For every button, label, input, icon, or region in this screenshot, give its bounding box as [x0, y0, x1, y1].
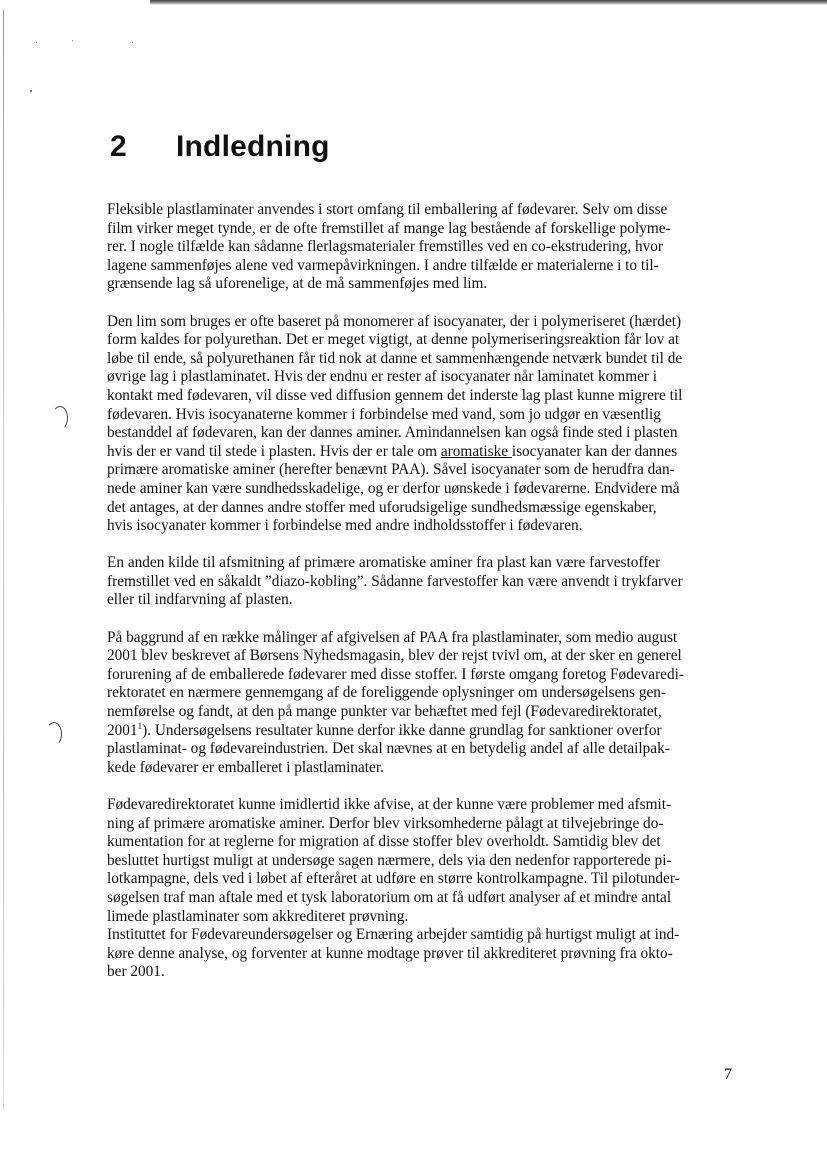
scan-edge-top [150, 0, 827, 5]
text-line: primære aromatiske aminer (herefter benævnt PAA). Såvel isocyanater som de herudfra dan- [107, 461, 675, 479]
reference-superscript: 1 [137, 720, 143, 731]
text-line-end: ). Undersøgelsens resultater kunne derfor ikke danne grundlag for sanktioner overfor [142, 721, 662, 739]
text-line: løbe til ende, så polyurethanen får tid nok at danne et sammenhængende netværk bundet til de [107, 349, 683, 367]
text-line: Fødevaredirektoratet kunne imidlertid ikke afvise, at der kunne være problemer med afsmit- [107, 796, 672, 813]
page-number: 7 [724, 1066, 732, 1083]
scan-speck [132, 42, 133, 43]
paragraph-2-continued [107, 443, 739, 536]
paragraph-3 [107, 554, 739, 610]
chapter-number: 2 [110, 130, 127, 163]
text-line: forurening af de emballerede fødevarer med disse stoffer. I første omgang foretog Fødevaredi- [107, 665, 684, 683]
body-text [107, 201, 739, 982]
text-line: besluttet hurtigst muligt at undersøge sagen nærmere, dels via den nedenfor rapporterede pi- [107, 851, 672, 869]
chapter-heading [110, 130, 330, 164]
text-line: Instituttet for Fødevareundersøgelser og Ernæring arbejder samtidig på hurtigst muligt at ind- [107, 926, 680, 944]
scan-speck [36, 42, 37, 43]
binder-hole-mark [46, 722, 62, 746]
text-line: lagene sammenføjes alene ved varmepåvirkningen. I andre tilfælde er materialerne i to til- [107, 256, 659, 274]
paragraph-5 [107, 796, 739, 926]
text-line: grænsende lag så uforenelige, at de må sammenføjes med lim. [107, 275, 488, 293]
text-line-start: hvis der er vand til stede i plasten. Hvis der er tale om [107, 442, 441, 460]
paragraph-4 [107, 629, 739, 722]
text-line: søgelsen traf man aftale med et tysk laboratorium om at få udført analyser af et mindre antal [107, 888, 672, 906]
paragraph-4-continued [107, 722, 739, 778]
text-line: hvis isocyanater kommer i forbindelse med andre indholdsstoffer i fødevaren. [107, 517, 583, 535]
scan-edge-left [3, 10, 4, 1110]
paragraph-2 [107, 313, 739, 443]
text-line: plastlaminat- og fødevareindustrien. Det skal nævnes at en betydelig andel af alle detailpak- [107, 740, 670, 758]
text-line: form kaldes for polyurethan. Det er meget vigtigt, at denne polymeriseringsreaktion får lov at [107, 331, 680, 349]
scan-speck [30, 90, 32, 92]
text-line-start: 2001 [107, 721, 138, 739]
text-line: film virker meget tynde, er de ofte fremstillet af mange lag bestående af forskellige polyme- [107, 219, 671, 237]
text-line: fremstillet ved en såkaldt ”diazo-kobling”. Sådanne farvestoffer kan være anvendt i trykfarver [107, 572, 683, 590]
text-line: køre denne analyse, og forventer at kunne modtage prøver til akkrediteret prøvning fra okto- [107, 944, 673, 962]
text-line: det antages, at der dannes andre stoffer med uforudsigelige sundhedsmæssige egenskaber, [107, 498, 657, 516]
text-line: kontakt med fødevaren, vil disse ved diffusion gennem det inderste lag plast kunne migrere til [107, 386, 683, 404]
text-line: lotkampagne, dels ved i løbet af efteråret at udføre en større kontrolkampagne. Til pilotunder- [107, 870, 680, 888]
scan-speck [72, 40, 73, 41]
text-line: 2001 blev beskrevet af Børsens Nyhedsmagasin, blev der rejst tvivl om, at der sker en generel [107, 647, 682, 665]
text-line: ber 2001. [107, 963, 165, 981]
text-line: kumentation for at reglerne for migration af disse stoffer blev overholdt. Samtidig blev det [107, 833, 661, 851]
chapter-title: Indledning [176, 130, 330, 163]
text-line: nede aminer kan være sundhedsskadelige, og er derfor uønskede i fødevarerne. Endvidere må [107, 479, 680, 497]
text-line: ning af primære aromatiske aminer. Derfor blev virksomhederne pålagt at tilvejebringe do- [107, 814, 664, 832]
text-line-end: isocyanater kan der dannes [511, 442, 678, 460]
text-line: rer. I nogle tilfælde kan sådanne flerlagsmaterialer fremstilles ved en co-ekstrudering, hvor [107, 238, 664, 256]
text-line: En anden kilde til afsmitning af primære aromatiske aminer fra plast kan være farvestoffer [107, 554, 661, 572]
text-line: rektoratet en nærmere gennemgang af de foreliggende oplysninger om undersøgelsens gen- [107, 684, 666, 702]
text-line: eller til indfarvning af plasten. [107, 591, 293, 609]
text-line: fødevaren. Hvis isocyanaterne kommer i forbindelse med vand, som jo udgør en væsentlig [107, 405, 661, 423]
text-line: øvrige lag i plastlaminatet. Hvis der endnu er rester af isocyanater når laminatet kommer i [107, 368, 658, 386]
paragraph-6 [107, 926, 739, 982]
text-line: Den lim som bruges er ofte baseret på monomerer af isocyanater, der i polymeriseret (hærdet) [107, 312, 682, 330]
text-line: limede plastlaminater som akkrediteret prøvning. [107, 907, 409, 925]
paragraph-1 [107, 201, 739, 294]
text-line: Fleksible plastlaminater anvendes i stort omfang til emballering af fødevarer. Selv om disse [107, 201, 668, 218]
text-line: nemførelse og fandt, at den på mange punkter var behæftet med fejl (Fødevaredirektoratet, [107, 703, 662, 721]
text-line: kede fødevarer er emballeret i plastlaminater. [107, 758, 384, 776]
binder-hole-mark [52, 406, 68, 430]
underlined-word: aromatiske [440, 442, 512, 460]
text-line: På baggrund af en række målinger af afgivelsen af PAA fra plastlaminater, som medio august [107, 628, 678, 646]
text-line: bestanddel af fødevaren, kan der dannes aminer. Amindannelsen kan også finde sted i plasten [107, 424, 678, 442]
